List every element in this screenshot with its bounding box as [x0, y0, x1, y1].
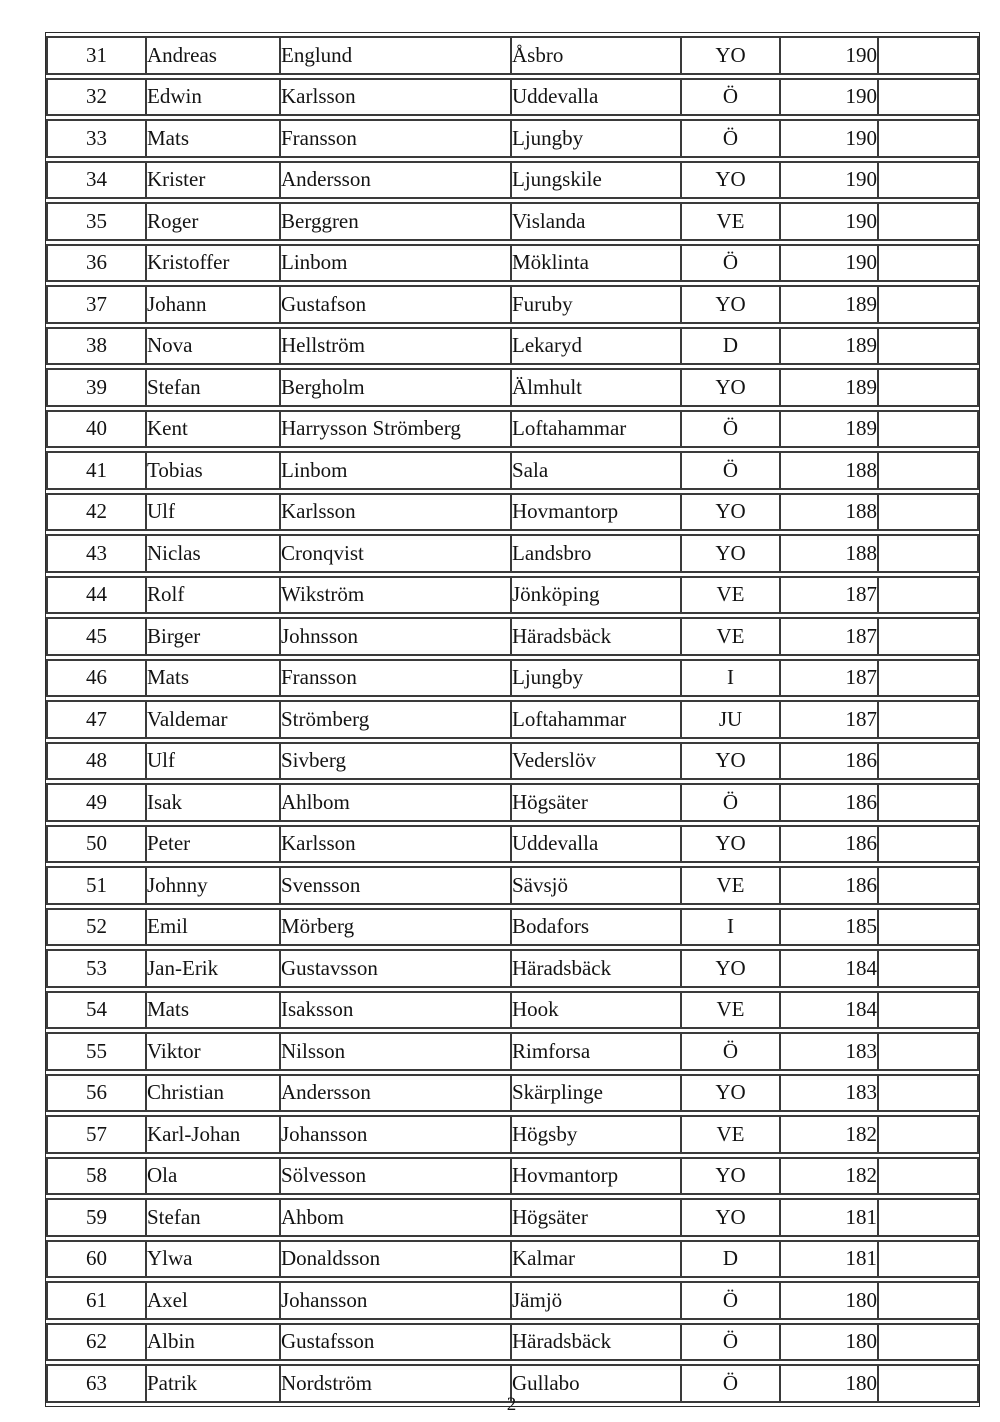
score-cell: 185: [779, 908, 877, 947]
class-cell: JU: [680, 700, 779, 739]
club-cell: Vislanda: [510, 202, 680, 241]
empty-cell: [877, 700, 979, 739]
page-number: 2: [506, 1394, 517, 1415]
place-cell: 32: [46, 78, 145, 117]
place-cell: 40: [46, 410, 145, 449]
score-cell: 184: [779, 949, 877, 988]
class-cell: Ö: [680, 78, 779, 117]
empty-cell: [877, 534, 979, 573]
table-row: [46, 410, 979, 449]
empty-cell: [877, 617, 979, 656]
place-cell: 56: [46, 1074, 145, 1113]
first-name-cell: Jan-Erik: [145, 949, 279, 988]
last-name-cell: Andersson: [279, 161, 510, 200]
club-cell: Hook: [510, 991, 680, 1030]
club-cell: Jönköping: [510, 576, 680, 615]
club-cell: Sala: [510, 451, 680, 490]
class-cell: D: [680, 327, 779, 366]
table-row: [46, 908, 979, 947]
first-name-cell: Axel: [145, 1281, 279, 1320]
club-cell: Ljungby: [510, 659, 680, 698]
first-name-cell: Krister: [145, 161, 279, 200]
empty-cell: [877, 161, 979, 200]
score-cell: 188: [779, 493, 877, 532]
empty-cell: [877, 410, 979, 449]
last-name-cell: Mörberg: [279, 908, 510, 947]
place-cell: 39: [46, 368, 145, 407]
class-cell: Ö: [680, 1364, 779, 1403]
table-row: [46, 244, 979, 283]
place-cell: 48: [46, 742, 145, 781]
first-name-cell: Roger: [145, 202, 279, 241]
empty-cell: [877, 493, 979, 532]
club-cell: Ljungby: [510, 119, 680, 158]
score-cell: 190: [779, 119, 877, 158]
place-cell: 51: [46, 866, 145, 905]
last-name-cell: Ahbom: [279, 1198, 510, 1237]
score-cell: 187: [779, 576, 877, 615]
last-name-cell: Sivberg: [279, 742, 510, 781]
score-cell: 186: [779, 742, 877, 781]
place-cell: 60: [46, 1240, 145, 1279]
last-name-cell: Nordström: [279, 1364, 510, 1403]
last-name-cell: Fransson: [279, 119, 510, 158]
place-cell: 37: [46, 285, 145, 324]
club-cell: Jämjö: [510, 1281, 680, 1320]
class-cell: YO: [680, 161, 779, 200]
place-cell: 55: [46, 1032, 145, 1071]
club-cell: Högsby: [510, 1115, 680, 1154]
club-cell: Vederslöv: [510, 742, 680, 781]
last-name-cell: Karlsson: [279, 825, 510, 864]
table-row: [46, 161, 979, 200]
class-cell: YO: [680, 742, 779, 781]
place-cell: 50: [46, 825, 145, 864]
place-cell: 42: [46, 493, 145, 532]
class-cell: YO: [680, 36, 779, 75]
score-cell: 190: [779, 36, 877, 75]
club-cell: Häradsbäck: [510, 949, 680, 988]
empty-cell: [877, 742, 979, 781]
score-cell: 189: [779, 285, 877, 324]
table-row: [46, 576, 979, 615]
class-cell: YO: [680, 493, 779, 532]
club-cell: Sävsjö: [510, 866, 680, 905]
club-cell: Kalmar: [510, 1240, 680, 1279]
class-cell: VE: [680, 991, 779, 1030]
empty-cell: [877, 285, 979, 324]
club-cell: Skärplinge: [510, 1074, 680, 1113]
club-cell: Gullabo: [510, 1364, 680, 1403]
table-row: [46, 327, 979, 366]
score-cell: 183: [779, 1074, 877, 1113]
empty-cell: [877, 78, 979, 117]
club-cell: Högsäter: [510, 783, 680, 822]
first-name-cell: Andreas: [145, 36, 279, 75]
place-cell: 63: [46, 1364, 145, 1403]
class-cell: YO: [680, 1074, 779, 1113]
score-cell: 187: [779, 617, 877, 656]
results-table: [45, 32, 980, 1407]
table-row: [46, 659, 979, 698]
class-cell: YO: [680, 949, 779, 988]
table-row: [46, 949, 979, 988]
place-cell: 34: [46, 161, 145, 200]
last-name-cell: Cronqvist: [279, 534, 510, 573]
first-name-cell: Ylwa: [145, 1240, 279, 1279]
place-cell: 46: [46, 659, 145, 698]
first-name-cell: Peter: [145, 825, 279, 864]
score-cell: 190: [779, 161, 877, 200]
score-cell: 186: [779, 783, 877, 822]
table-row: [46, 991, 979, 1030]
last-name-cell: Karlsson: [279, 78, 510, 117]
club-cell: Uddevalla: [510, 825, 680, 864]
class-cell: YO: [680, 825, 779, 864]
place-cell: 62: [46, 1323, 145, 1362]
first-name-cell: Rolf: [145, 576, 279, 615]
table-row: [46, 1240, 979, 1279]
class-cell: VE: [680, 202, 779, 241]
table-row: [46, 825, 979, 864]
score-cell: 181: [779, 1198, 877, 1237]
table-row: [46, 1157, 979, 1196]
class-cell: VE: [680, 866, 779, 905]
last-name-cell: Karlsson: [279, 493, 510, 532]
empty-cell: [877, 825, 979, 864]
score-cell: 183: [779, 1032, 877, 1071]
score-cell: 189: [779, 410, 877, 449]
first-name-cell: Birger: [145, 617, 279, 656]
table-row: [46, 368, 979, 407]
table-row: [46, 78, 979, 117]
class-cell: Ö: [680, 1323, 779, 1362]
class-cell: Ö: [680, 244, 779, 283]
empty-cell: [877, 36, 979, 75]
empty-cell: [877, 949, 979, 988]
place-cell: 54: [46, 991, 145, 1030]
place-cell: 43: [46, 534, 145, 573]
table-row: [46, 1032, 979, 1071]
empty-cell: [877, 1074, 979, 1113]
table-row: [46, 202, 979, 241]
first-name-cell: Nova: [145, 327, 279, 366]
class-cell: D: [680, 1240, 779, 1279]
empty-cell: [877, 991, 979, 1030]
club-cell: Lekaryd: [510, 327, 680, 366]
first-name-cell: Albin: [145, 1323, 279, 1362]
empty-cell: [877, 1281, 979, 1320]
last-name-cell: Nilsson: [279, 1032, 510, 1071]
last-name-cell: Johnsson: [279, 617, 510, 656]
score-cell: 190: [779, 202, 877, 241]
table-row: [46, 285, 979, 324]
table-row: [46, 783, 979, 822]
table-row: [46, 451, 979, 490]
empty-cell: [877, 1240, 979, 1279]
class-cell: YO: [680, 368, 779, 407]
class-cell: Ö: [680, 783, 779, 822]
first-name-cell: Valdemar: [145, 700, 279, 739]
class-cell: YO: [680, 1157, 779, 1196]
score-cell: 186: [779, 825, 877, 864]
last-name-cell: Bergholm: [279, 368, 510, 407]
empty-cell: [877, 244, 979, 283]
table-row: [46, 119, 979, 158]
first-name-cell: Johnny: [145, 866, 279, 905]
last-name-cell: Linbom: [279, 244, 510, 283]
first-name-cell: Mats: [145, 659, 279, 698]
empty-cell: [877, 1198, 979, 1237]
first-name-cell: Stefan: [145, 368, 279, 407]
place-cell: 52: [46, 908, 145, 947]
score-cell: 189: [779, 368, 877, 407]
last-name-cell: Berggren: [279, 202, 510, 241]
table-row: [46, 36, 979, 75]
score-cell: 180: [779, 1281, 877, 1320]
club-cell: Möklinta: [510, 244, 680, 283]
place-cell: 53: [46, 949, 145, 988]
last-name-cell: Fransson: [279, 659, 510, 698]
score-cell: 190: [779, 244, 877, 283]
club-cell: Uddevalla: [510, 78, 680, 117]
last-name-cell: Gustafson: [279, 285, 510, 324]
class-cell: VE: [680, 1115, 779, 1154]
club-cell: Älmhult: [510, 368, 680, 407]
score-cell: 188: [779, 534, 877, 573]
empty-cell: [877, 576, 979, 615]
score-cell: 184: [779, 991, 877, 1030]
first-name-cell: Mats: [145, 119, 279, 158]
empty-cell: [877, 327, 979, 366]
club-cell: Hovmantorp: [510, 1157, 680, 1196]
last-name-cell: Sölvesson: [279, 1157, 510, 1196]
last-name-cell: Svensson: [279, 866, 510, 905]
first-name-cell: Christian: [145, 1074, 279, 1113]
place-cell: 58: [46, 1157, 145, 1196]
place-cell: 38: [46, 327, 145, 366]
place-cell: 35: [46, 202, 145, 241]
empty-cell: [877, 783, 979, 822]
first-name-cell: Karl-Johan: [145, 1115, 279, 1154]
score-cell: 180: [779, 1364, 877, 1403]
empty-cell: [877, 659, 979, 698]
first-name-cell: Niclas: [145, 534, 279, 573]
last-name-cell: Ahlbom: [279, 783, 510, 822]
table-row: [46, 700, 979, 739]
score-cell: 182: [779, 1115, 877, 1154]
club-cell: Ljungskile: [510, 161, 680, 200]
table-row: [46, 1281, 979, 1320]
empty-cell: [877, 368, 979, 407]
first-name-cell: Ola: [145, 1157, 279, 1196]
table-row: [46, 1323, 979, 1362]
first-name-cell: Ulf: [145, 493, 279, 532]
table-row: [46, 534, 979, 573]
empty-cell: [877, 1115, 979, 1154]
place-cell: 33: [46, 119, 145, 158]
score-cell: 187: [779, 659, 877, 698]
club-cell: Hovmantorp: [510, 493, 680, 532]
first-name-cell: Patrik: [145, 1364, 279, 1403]
first-name-cell: Emil: [145, 908, 279, 947]
place-cell: 31: [46, 36, 145, 75]
score-cell: 187: [779, 700, 877, 739]
empty-cell: [877, 908, 979, 947]
table-row: [46, 617, 979, 656]
first-name-cell: Kent: [145, 410, 279, 449]
class-cell: Ö: [680, 410, 779, 449]
last-name-cell: Hellström: [279, 327, 510, 366]
class-cell: I: [680, 659, 779, 698]
table-row: [46, 1198, 979, 1237]
place-cell: 45: [46, 617, 145, 656]
class-cell: Ö: [680, 451, 779, 490]
class-cell: Ö: [680, 119, 779, 158]
place-cell: 36: [46, 244, 145, 283]
class-cell: Ö: [680, 1281, 779, 1320]
club-cell: Häradsbäck: [510, 1323, 680, 1362]
club-cell: Bodafors: [510, 908, 680, 947]
last-name-cell: Strömberg: [279, 700, 510, 739]
club-cell: Åsbro: [510, 36, 680, 75]
club-cell: Loftahammar: [510, 410, 680, 449]
last-name-cell: Isaksson: [279, 991, 510, 1030]
class-cell: Ö: [680, 1032, 779, 1071]
last-name-cell: Wikström: [279, 576, 510, 615]
first-name-cell: Viktor: [145, 1032, 279, 1071]
score-cell: 182: [779, 1157, 877, 1196]
table-row: [46, 866, 979, 905]
last-name-cell: Andersson: [279, 1074, 510, 1113]
score-cell: 181: [779, 1240, 877, 1279]
table-row: [46, 1074, 979, 1113]
empty-cell: [877, 119, 979, 158]
class-cell: VE: [680, 576, 779, 615]
class-cell: YO: [680, 285, 779, 324]
place-cell: 41: [46, 451, 145, 490]
club-cell: Högsäter: [510, 1198, 680, 1237]
last-name-cell: Johansson: [279, 1115, 510, 1154]
table-row: [46, 742, 979, 781]
class-cell: YO: [680, 534, 779, 573]
place-cell: 59: [46, 1198, 145, 1237]
club-cell: Landsbro: [510, 534, 680, 573]
empty-cell: [877, 1157, 979, 1196]
last-name-cell: Englund: [279, 36, 510, 75]
class-cell: VE: [680, 617, 779, 656]
first-name-cell: Tobias: [145, 451, 279, 490]
last-name-cell: Linbom: [279, 451, 510, 490]
table-row: [46, 493, 979, 532]
last-name-cell: Harrysson Strömberg: [279, 410, 510, 449]
results-table-body: [46, 36, 979, 1403]
empty-cell: [877, 866, 979, 905]
club-cell: Rimforsa: [510, 1032, 680, 1071]
empty-cell: [877, 451, 979, 490]
class-cell: I: [680, 908, 779, 947]
place-cell: 49: [46, 783, 145, 822]
club-cell: Häradsbäck: [510, 617, 680, 656]
first-name-cell: Johann: [145, 285, 279, 324]
score-cell: 190: [779, 78, 877, 117]
last-name-cell: Gustavsson: [279, 949, 510, 988]
first-name-cell: Mats: [145, 991, 279, 1030]
table-row: [46, 1115, 979, 1154]
empty-cell: [877, 202, 979, 241]
first-name-cell: Kristoffer: [145, 244, 279, 283]
place-cell: 61: [46, 1281, 145, 1320]
place-cell: 57: [46, 1115, 145, 1154]
last-name-cell: Johansson: [279, 1281, 510, 1320]
club-cell: Furuby: [510, 285, 680, 324]
first-name-cell: Stefan: [145, 1198, 279, 1237]
class-cell: YO: [680, 1198, 779, 1237]
first-name-cell: Isak: [145, 783, 279, 822]
last-name-cell: Donaldsson: [279, 1240, 510, 1279]
club-cell: Loftahammar: [510, 700, 680, 739]
empty-cell: [877, 1032, 979, 1071]
first-name-cell: Edwin: [145, 78, 279, 117]
empty-cell: [877, 1323, 979, 1362]
score-cell: 189: [779, 327, 877, 366]
first-name-cell: Ulf: [145, 742, 279, 781]
score-cell: 180: [779, 1323, 877, 1362]
place-cell: 47: [46, 700, 145, 739]
place-cell: 44: [46, 576, 145, 615]
last-name-cell: Gustafsson: [279, 1323, 510, 1362]
score-cell: 188: [779, 451, 877, 490]
score-cell: 186: [779, 866, 877, 905]
